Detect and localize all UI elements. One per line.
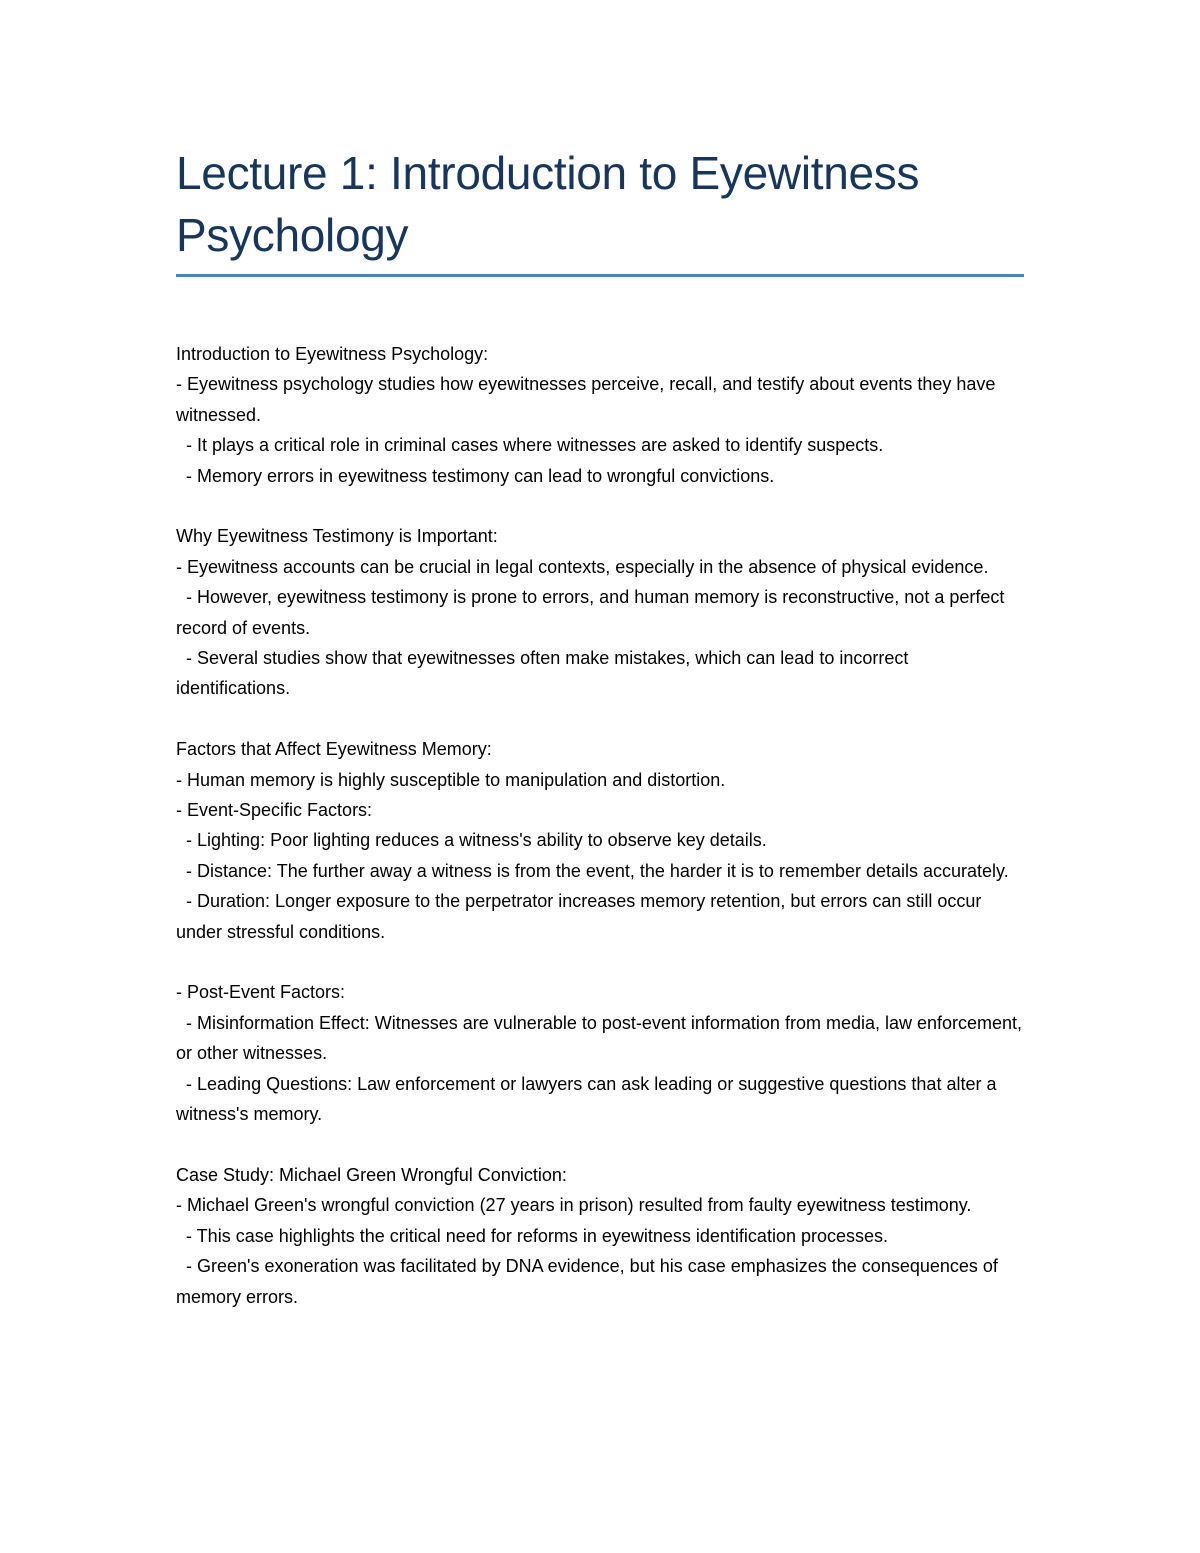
- document-title: Lecture 1: Introduction to Eyewitness Psychology: [176, 147, 920, 261]
- document-body: [176, 339, 1028, 1312]
- section-line: - It plays a critical role in criminal cases where witnesses are asked to identify suspects.: [176, 435, 884, 456]
- section-line: - Green's exoneration was facilitated by DNA evidence, but his case emphasizes the consequences of memory errors.: [176, 1256, 1003, 1307]
- section-importance: [176, 521, 1024, 703]
- section-heading: - Post-Event Factors:: [176, 982, 346, 1003]
- section-line: - Human memory is highly susceptible to manipulation and distortion.: [176, 769, 726, 790]
- section-line: - Memory errors in eyewitness testimony can lead to wrongful convictions.: [176, 465, 775, 486]
- section-line: - Duration: Longer exposure to the perpetrator increases memory retention, but errors can still occur under stressful conditions.: [176, 891, 987, 942]
- section-post-event: [176, 977, 1028, 1129]
- section-heading: Case Study: Michael Green Wrongful Conviction:: [176, 1164, 567, 1185]
- section-line: - Several studies show that eyewitnesses often make mistakes, which can lead to incorrect identifications.: [176, 648, 914, 699]
- section-line: - This case highlights the critical need for reforms in eyewitness identification processes.: [176, 1225, 889, 1246]
- section-case-study: [176, 1160, 1024, 1312]
- title-underline: [176, 274, 1024, 277]
- section-line: - Michael Green's wrongful conviction (27 years in prison) resulted from faulty eyewitness testimony.: [176, 1195, 972, 1216]
- section-factors: [176, 734, 1024, 947]
- section-heading: Why Eyewitness Testimony is Important:: [176, 526, 498, 547]
- section-line: - Distance: The further away a witness is from the event, the harder it is to remember details accurately.: [176, 860, 1009, 881]
- section-line: - Leading Questions: Law enforcement or lawyers can ask leading or suggestive questions that alter a witness's memory.: [176, 1073, 1002, 1125]
- section-heading: Factors that Affect Eyewitness Memory:: [176, 739, 492, 760]
- section-line: - However, eyewitness testimony is prone to errors, and human memory is reconstructive, not a perfect record of events.: [176, 587, 1010, 638]
- section-line: - Eyewitness accounts can be crucial in legal contexts, especially in the absence of physical evidence.: [176, 556, 989, 577]
- section-line: - Event-Specific Factors:: [176, 800, 373, 821]
- section-line: - Lighting: Poor lighting reduces a witness's ability to observe key details.: [176, 830, 767, 851]
- document-content: [176, 142, 1028, 1342]
- section-line: - Eyewitness psychology studies how eyewitnesses perceive, recall, and testify about events they have witnessed.: [176, 374, 1001, 425]
- section-line: - Misinformation Effect: Witnesses are vulnerable to post-event information from media, law enforcement, or other witnesses.: [176, 1012, 1028, 1064]
- section-introduction: [176, 339, 1024, 491]
- section-heading: Introduction to Eyewitness Psychology:: [176, 344, 489, 364]
